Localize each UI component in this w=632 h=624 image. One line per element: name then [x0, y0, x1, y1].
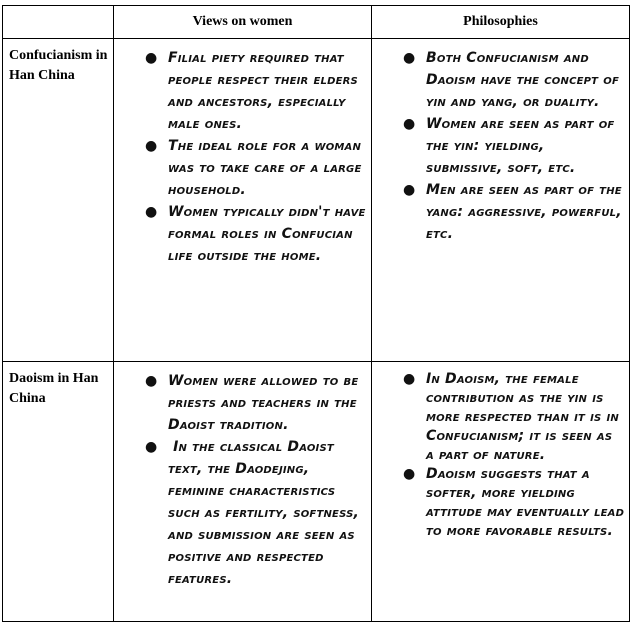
list-item-text: Women are seen as part of the yin: yielding, submissive, soft, etc. [426, 116, 615, 176]
list-item-text: Women typically didn't have formal roles in Confucian life outside the home. [168, 204, 366, 264]
table-row-confucianism [3, 39, 630, 362]
philosophies-cell-confucianism [372, 39, 630, 362]
bullet-icon: ● [145, 50, 158, 66]
bullet-icon: ● [403, 182, 416, 198]
list-item-text: Men are seen as part of the yang: aggressive, powerful, etc. [426, 182, 622, 242]
bullet-icon: ● [403, 116, 416, 132]
list-item [372, 47, 625, 113]
views-list-daoism [114, 362, 371, 590]
list-item-text: Women were allowed to be priests and teachers in the Daoist tradition. [168, 373, 359, 433]
bullet-icon: ● [145, 204, 158, 220]
list-item-text: In the classical Daoist text, the Daodejing, feminine characteristics such as fertility, softness, and submission are seen as positive and respected features. [168, 439, 365, 587]
list-item [372, 465, 625, 541]
comparison-table [2, 5, 630, 622]
views-cell-confucianism [114, 39, 372, 362]
bullet-icon: ● [145, 373, 158, 389]
philosophies-cell-daoism [372, 362, 630, 622]
bullet-icon: ● [145, 138, 158, 154]
bullet-icon: ● [403, 466, 416, 482]
table-row-daoism [3, 362, 630, 622]
bullet-icon: ● [145, 439, 158, 455]
views-cell-daoism [114, 362, 372, 622]
list-item [372, 179, 625, 245]
header-philosophies: Philosophies [372, 6, 630, 39]
list-item [372, 113, 625, 179]
list-item [114, 201, 367, 267]
views-list-confucianism [114, 39, 371, 267]
row-label-confucianism: Confucianism in Han China [3, 39, 114, 362]
bullet-icon: ● [403, 371, 416, 387]
philosophies-list-daoism [372, 362, 629, 541]
list-item [114, 47, 367, 135]
list-item-text: The ideal role for a woman was to take care of a large household. [168, 138, 362, 198]
list-item-text: Both Confucianism and Daoism have the concept of yin and yang, or duality. [426, 50, 620, 110]
philosophies-list-confucianism [372, 39, 629, 245]
list-item [114, 436, 367, 590]
header-views-on-women: Views on women [114, 6, 372, 39]
list-item [114, 370, 367, 436]
list-item [372, 370, 625, 465]
list-item-text: Daoism suggests that a softer, more yielding attitude may eventually lead to more favorable results. [426, 466, 625, 539]
header-empty-cell [3, 6, 114, 39]
header-row [3, 6, 630, 39]
bullet-icon: ● [403, 50, 416, 66]
list-item-text: In Daoism, the female contribution as the yin is more respected than it is in Confucianism; it is seen as a part of nature. [426, 371, 619, 463]
list-item-text: Filial piety required that people respect their elders and ancestors, especially male ones. [168, 50, 358, 132]
list-item [114, 135, 367, 201]
row-label-daoism: Daoism in Han China [3, 362, 114, 622]
